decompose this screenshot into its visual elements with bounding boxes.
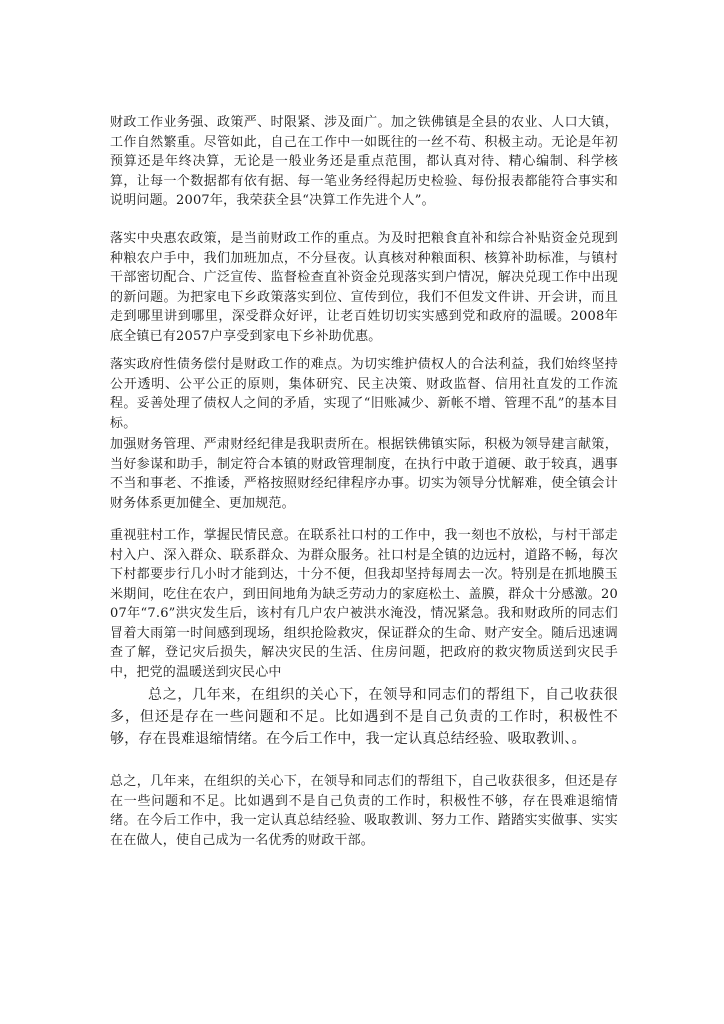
paragraph-debt-repayment: 落实政府性债务偿付是财政工作的难点。为切实维护债权人的合法利益，我们始终坚持公开透明、公平公正的原则，集体研究、民主决策、财政监督、信用社直发的工作流程。妥善处理了债权人之间的矛盾，实现了“旧账减少、新帐不增、管理不乱”的基本目标。 [110, 357, 618, 431]
paragraph-summary-draft: 总之，几年来，在组织的关心下，在领导和同志们的帮组下，自己收获很多，但还是存在一些问题和不足。比如遇到不是自己负责的工作时，积极性不够，存在畏难退缩情绪。在今后工作中，我一定认真总结经验、吸取教训、。 [110, 687, 618, 747]
paragraph-village-work: 重视驻村工作，掌握民情民意。在联系社口村的工作中，我一刻也不放松，与村干部走村入户、深入群众、联系群众、为群众服务。社口村是全镇的边远村，道路不畅，每次下村都要步行几小时才能到达，十分不便，但我却坚持每周去一次。特别是在抓地膜玉米期间，吃住在农户，到田间地角为缺乏劳动力的家庭松土、盖膜，群众十分感激。2007年“7.6”洪灾发生后，该村有几户农户被洪水淹没，情况紧急。我和财政所的同志们冒着大雨第一时间感到现场，组织抢险救灾，保证群众的生命、财产安全。随后迅速调查了解，登记灾后损失，解决灾民的生活、住房问题，把政府的救灾物质送到灾民手中，把党的温暖送到灾民心中 [110, 528, 618, 680]
paragraph-agricultural-policy: 落实中央惠农政策，是当前财政工作的重点。为及时把粮食直补和综合补贴资金兑现到种粮农户手中，我们加班加点，不分昼夜。认真核对种粮面积、核算补助标准，与镇村干部密切配合、广泛宣传、监督检查直补资金兑现落实到户情况，解决兑现工作中出现的新问题。为把家电下乡政策落实到位、宣传到位，我们不但发文件讲、开会讲，而且走到哪里讲到哪里，深受群众好评，让老百姓切切实实感到党和政府的温暖。2008年底全镇已有2057户享受到家电下乡补助优惠。 [110, 231, 618, 344]
paragraph-final-accounts: 财政工作业务强、政策严、时限紧、涉及面广。加之铁佛镇是全县的农业、人口大镇，工作自然繁重。尽管如此，自己在工作中一如既往的一丝不苟、积极主动。无论是年初预算还是年终决算，无论是一般业务还是重点范围，都认真对待、精心编制、科学核算，让每一个数据都有依有据、每一笔业务经得起历史检验、每份报表都能符合事实和说明问题。2007年，我荣获全县“决算工作先进个人”。 [110, 115, 618, 208]
paragraph-summary-final: 总之，几年来，在组织的关心下，在领导和同志们的帮组下，自己收获很多，但还是存在一些问题和不足。比如遇到不是自己负责的工作时，积极性不够，存在畏难退缩情绪。在今后工作中，我一定认真总结经验、吸取教训、努力工作、踏踏实实做事、实实在在做人，使自己成为一名优秀的财政干部。 [110, 774, 618, 848]
paragraph-financial-management: 加强财务管理、严肃财经纪律是我职责所在。根据铁佛镇实际，积极为领导建言献策，当好参谋和助手，制定符合本镇的财政管理制度，在执行中敢于道硬、敢于较真，遇事不当和事老、不推诿，严格按照财经纪律程序办事。切实为领导分忧解难，使全镇会计财务体系更加健全、更加规范。 [110, 437, 618, 511]
